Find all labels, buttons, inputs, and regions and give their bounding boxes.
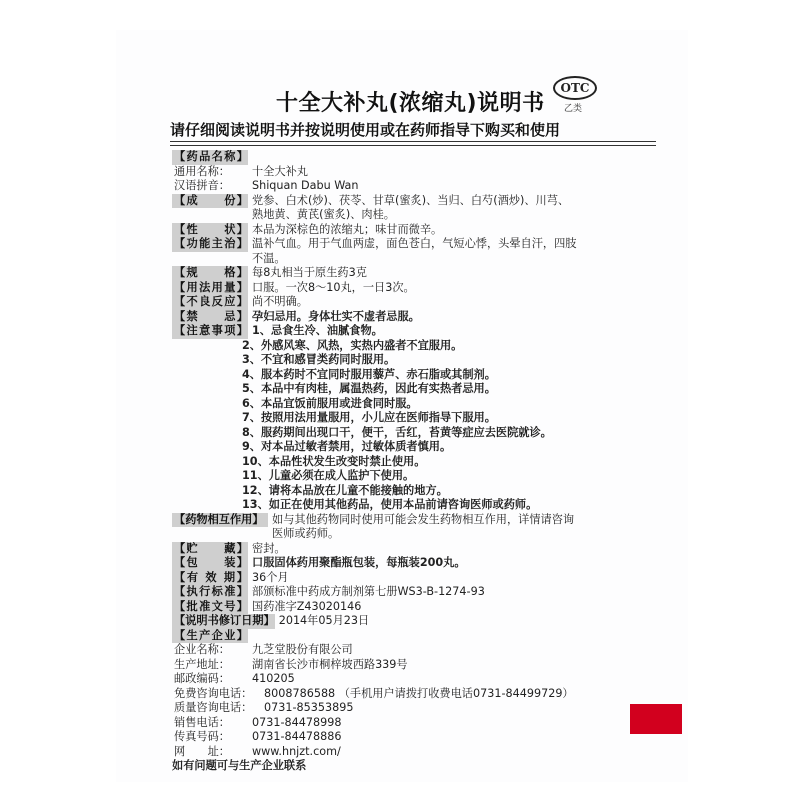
precaution-item: 2、外感风寒、风热，实热内盛者不宜服用。 xyxy=(242,338,463,352)
manufacturer-field-label: 传真号码： xyxy=(174,730,230,743)
approval-section xyxy=(172,600,662,615)
manufacturer-field-label: 质量咨询电话： xyxy=(174,701,253,714)
precaution-item: 3、不宜和感冒类药同时服用。 xyxy=(242,353,396,366)
manufacturer-field-value: 0731-84478998 xyxy=(252,715,342,729)
interactions-section xyxy=(172,513,662,528)
drug-name-label: 【药品名称】 xyxy=(174,150,248,163)
common-name-row xyxy=(172,165,662,180)
manufacturer-field-value: 8008786588 （手机用户请拨打收费电话0731-84499729） xyxy=(264,686,574,700)
leaflet-content xyxy=(172,150,662,774)
precaution-item: 9、对本品过敏者禁用，过敏体质者慎用。 xyxy=(242,440,452,453)
ingredients-section xyxy=(172,194,662,209)
precaution-item: 11、儿童必须在成人监护下使用。 xyxy=(242,469,415,482)
validity-value: 36个月 xyxy=(252,570,289,584)
storage-label: 【贮 藏】 xyxy=(174,541,248,555)
contraindications-value: 孕妇忌用。身体壮实不虚者忌服。 xyxy=(252,309,420,323)
otc-badge: OTC xyxy=(553,76,597,100)
interactions-line2-row xyxy=(172,527,662,542)
pinyin-row xyxy=(172,179,662,194)
manufacturer-field-label: 邮政编码： xyxy=(174,672,230,685)
title-area xyxy=(276,86,596,118)
precaution-item: 10、本品性状发生改变时禁止使用。 xyxy=(242,454,426,468)
standard-value: 部颁标准中药成方制剂第七册WS3-B-1274-93 xyxy=(252,585,485,598)
page-title: 十全大补丸(浓缩丸)说明书 xyxy=(276,91,545,116)
manufacturer-field-label: 免费咨询电话： xyxy=(174,686,253,700)
indications-line1: 温补气血。用于气血两虚，面色苍白，气短心悸，头晕自汗，四肢 xyxy=(252,237,577,250)
indications-label: 【功能主治】 xyxy=(174,237,248,250)
pinyin-label: 汉语拼音： xyxy=(174,179,230,192)
common-name-label: 通用名称： xyxy=(174,164,230,178)
manufacturer-field-label: 销售电话： xyxy=(174,715,230,729)
specification-value: 每8丸相当于原生药3克 xyxy=(252,266,367,279)
precaution-item: 7、按照用法用量服用，小儿应在医师指导下服用。 xyxy=(242,411,496,424)
indications-line2-row xyxy=(172,252,662,267)
precautions-label: 【注意事项】 xyxy=(174,324,248,337)
precautions-section xyxy=(172,324,662,339)
indications-line2: 不温。 xyxy=(252,251,286,265)
specification-label: 【规 格】 xyxy=(174,266,248,279)
character-label: 【性 状】 xyxy=(174,222,248,236)
manufacturer-section xyxy=(172,629,662,644)
top-divider xyxy=(170,141,656,142)
contraindications-section xyxy=(172,310,662,325)
otc-category: 乙类 xyxy=(564,104,583,114)
standard-section xyxy=(172,585,662,600)
approval-label: 【批准文号】 xyxy=(174,599,248,613)
adverse-value: 尚不明确。 xyxy=(252,295,308,308)
revision-value: 2014年05月23日 xyxy=(278,614,370,627)
character-section xyxy=(172,223,662,238)
package-section xyxy=(172,556,662,571)
validity-section xyxy=(172,571,662,586)
validity-label: 【有 效 期】 xyxy=(174,570,248,584)
precaution-item: 5、本品中有肉桂，属温热药，因此有实热者忌用。 xyxy=(242,382,496,395)
manufacturer-field xyxy=(172,730,662,745)
adverse-section xyxy=(172,295,662,310)
manufacturer-field-value: 0731-85353895 xyxy=(264,701,354,714)
manufacturer-website: www.hnjzt.com/ xyxy=(252,744,341,758)
standard-label: 【执行标准】 xyxy=(174,585,248,598)
manufacturer-field-value: 410205 xyxy=(252,672,295,685)
dosage-section xyxy=(172,281,662,296)
red-color-block xyxy=(630,704,682,734)
storage-value: 密封。 xyxy=(252,541,286,555)
ingredients-line1: 党参、白术(炒)、茯苓、甘草(蜜炙)、当归、白芍(酒炒)、川芎、 xyxy=(252,193,570,207)
top-divider-2 xyxy=(170,145,656,146)
dosage-label: 【用法用量】 xyxy=(174,280,248,294)
interactions-line2: 医师或药师。 xyxy=(272,527,340,540)
manufacturer-field xyxy=(172,672,662,687)
character-value: 本品为深棕色的浓缩丸；味甘而微辛。 xyxy=(252,222,443,236)
manufacturer-label: 【生产企业】 xyxy=(174,628,248,642)
indications-section xyxy=(172,237,662,252)
precaution-item: 1、忌食生冷、油腻食物。 xyxy=(252,324,383,337)
manufacturer-field xyxy=(172,701,662,716)
footer-contact-note: 如有问题可与生产企业联系 xyxy=(172,759,307,772)
precaution-item: 8、服药期间出现口干，便干，舌红，苔黄等症应去医院就诊。 xyxy=(242,425,552,439)
precaution-item: 13、如正在使用其他药品，使用本品前请咨询医师或药师。 xyxy=(242,498,538,511)
adverse-label: 【不良反应】 xyxy=(174,295,248,308)
ingredients-label: 【成 份】 xyxy=(174,193,248,207)
package-value: 口服固体药用聚酯瓶包装，每瓶装200丸。 xyxy=(252,556,466,569)
package-label: 【包 装】 xyxy=(174,556,248,569)
contraindications-label: 【禁 忌】 xyxy=(174,309,248,323)
manufacturer-field-label: 企业名称： xyxy=(174,643,230,656)
storage-section xyxy=(172,542,662,557)
manufacturer-field xyxy=(172,716,662,731)
manufacturer-field xyxy=(172,658,662,673)
ingredients-line2-row xyxy=(172,208,662,223)
precaution-item: 6、本品宜饭前服用或进食同时服。 xyxy=(242,396,418,410)
manufacturer-field xyxy=(172,643,662,658)
manufacturer-field-label: 生产地址： xyxy=(174,657,230,671)
subtitle: 请仔细阅读说明书并按说明使用或在药师指导下购买和使用 xyxy=(170,121,561,139)
drug-name-section xyxy=(172,150,662,165)
manufacturer-field-label: 网 址： xyxy=(174,744,230,758)
dosage-value: 口服。一次8～10丸，一日3次。 xyxy=(252,280,415,294)
revision-section xyxy=(172,614,662,629)
manufacturer-field-value: 湖南省长沙市桐梓坡西路339号 xyxy=(252,657,408,671)
specification-section xyxy=(172,266,662,281)
manufacturer-field xyxy=(172,745,662,760)
ingredients-line2: 熟地黄、黄芪(蜜炙)、肉桂。 xyxy=(252,208,395,221)
manufacturer-field-value: 九芝堂股份有限公司 xyxy=(252,643,353,656)
common-name-value: 十全大补丸 xyxy=(252,164,308,178)
interactions-label: 【药物相互作用】 xyxy=(172,513,268,528)
pinyin-value: Shiquan Dabu Wan xyxy=(252,179,359,192)
manufacturer-field xyxy=(172,687,662,702)
precaution-item: 4、服本药时不宜同时服用藜芦、赤石脂或其制剂。 xyxy=(242,367,496,381)
interactions-line1: 如与其他药物同时使用可能会发生药物相互作用，详情请咨询 xyxy=(272,512,575,526)
approval-value: 国药准字Z43020146 xyxy=(252,599,362,613)
revision-label: 【说明书修订日期】 xyxy=(174,614,275,627)
manufacturer-field-value: 0731-84478886 xyxy=(252,730,342,743)
precaution-item: 12、请将本品放在儿童不能接触的地方。 xyxy=(242,483,448,497)
